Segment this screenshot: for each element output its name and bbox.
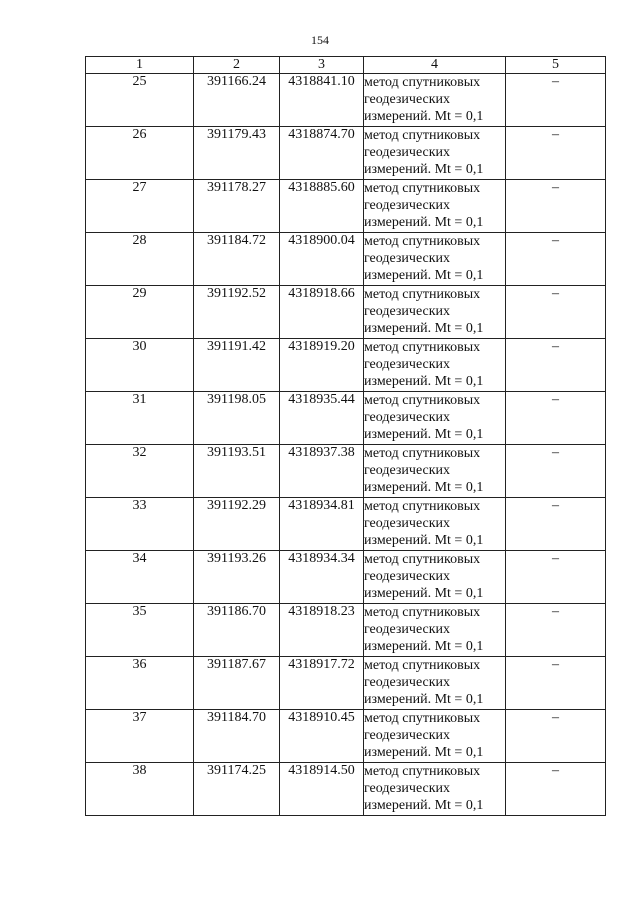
accuracy-cell: – bbox=[506, 286, 606, 339]
x-coordinate-cell: 391166.24 bbox=[194, 74, 280, 127]
method-cell: метод спутниковых геодезических измерений. Mt = 0,1 bbox=[364, 339, 506, 392]
accuracy-cell: – bbox=[506, 74, 606, 127]
x-coordinate-cell: 391174.25 bbox=[194, 763, 280, 816]
accuracy-cell: – bbox=[506, 604, 606, 657]
y-coordinate-cell: 4318937.38 bbox=[280, 445, 364, 498]
method-cell: метод спутниковых геодезических измерений. Mt = 0,1 bbox=[364, 392, 506, 445]
y-coordinate-cell: 4318841.10 bbox=[280, 74, 364, 127]
x-coordinate-cell: 391191.42 bbox=[194, 339, 280, 392]
method-cell: метод спутниковых геодезических измерений. Mt = 0,1 bbox=[364, 551, 506, 604]
x-coordinate-cell: 391184.72 bbox=[194, 233, 280, 286]
point-number-cell: 26 bbox=[86, 127, 194, 180]
method-cell: метод спутниковых геодезических измерений. Mt = 0,1 bbox=[364, 763, 506, 816]
y-coordinate-cell: 4318918.66 bbox=[280, 286, 364, 339]
y-coordinate-cell: 4318910.45 bbox=[280, 710, 364, 763]
table-row bbox=[86, 657, 606, 710]
accuracy-cell: – bbox=[506, 127, 606, 180]
accuracy-cell: – bbox=[506, 180, 606, 233]
accuracy-cell: – bbox=[506, 445, 606, 498]
method-cell: метод спутниковых геодезических измерений. Mt = 0,1 bbox=[364, 657, 506, 710]
method-cell: метод спутниковых геодезических измерений. Mt = 0,1 bbox=[364, 233, 506, 286]
column-header-4: 4 bbox=[364, 57, 506, 74]
x-coordinate-cell: 391184.70 bbox=[194, 710, 280, 763]
table-row bbox=[86, 498, 606, 551]
point-number-cell: 37 bbox=[86, 710, 194, 763]
method-cell: метод спутниковых геодезических измерений. Mt = 0,1 bbox=[364, 604, 506, 657]
y-coordinate-cell: 4318934.34 bbox=[280, 551, 364, 604]
point-number-cell: 33 bbox=[86, 498, 194, 551]
x-coordinate-cell: 391192.52 bbox=[194, 286, 280, 339]
point-number-cell: 35 bbox=[86, 604, 194, 657]
table-row bbox=[86, 180, 606, 233]
table-row bbox=[86, 339, 606, 392]
point-number-cell: 29 bbox=[86, 286, 194, 339]
y-coordinate-cell: 4318914.50 bbox=[280, 763, 364, 816]
x-coordinate-cell: 391186.70 bbox=[194, 604, 280, 657]
column-header-2: 2 bbox=[194, 57, 280, 74]
table-body bbox=[86, 74, 606, 816]
accuracy-cell: – bbox=[506, 233, 606, 286]
column-header-1: 1 bbox=[86, 57, 194, 74]
table-header bbox=[86, 57, 606, 74]
x-coordinate-cell: 391179.43 bbox=[194, 127, 280, 180]
y-coordinate-cell: 4318934.81 bbox=[280, 498, 364, 551]
method-cell: метод спутниковых геодезических измерений. Mt = 0,1 bbox=[364, 74, 506, 127]
x-coordinate-cell: 391187.67 bbox=[194, 657, 280, 710]
header-row bbox=[86, 57, 606, 74]
y-coordinate-cell: 4318935.44 bbox=[280, 392, 364, 445]
table-row bbox=[86, 286, 606, 339]
point-number-cell: 27 bbox=[86, 180, 194, 233]
table-row bbox=[86, 233, 606, 286]
x-coordinate-cell: 391178.27 bbox=[194, 180, 280, 233]
method-cell: метод спутниковых геодезических измерений. Mt = 0,1 bbox=[364, 180, 506, 233]
accuracy-cell: – bbox=[506, 339, 606, 392]
method-cell: метод спутниковых геодезических измерений. Mt = 0,1 bbox=[364, 286, 506, 339]
page-number: 154 bbox=[311, 33, 329, 47]
coordinates-table bbox=[85, 56, 606, 816]
table-row bbox=[86, 127, 606, 180]
point-number-cell: 34 bbox=[86, 551, 194, 604]
table-row bbox=[86, 604, 606, 657]
table-row bbox=[86, 551, 606, 604]
point-number-cell: 30 bbox=[86, 339, 194, 392]
accuracy-cell: – bbox=[506, 710, 606, 763]
table-row bbox=[86, 710, 606, 763]
table-row bbox=[86, 392, 606, 445]
column-header-5: 5 bbox=[506, 57, 606, 74]
x-coordinate-cell: 391193.51 bbox=[194, 445, 280, 498]
table-row bbox=[86, 763, 606, 816]
point-number-cell: 25 bbox=[86, 74, 194, 127]
method-cell: метод спутниковых геодезических измерений. Mt = 0,1 bbox=[364, 710, 506, 763]
method-cell: метод спутниковых геодезических измерений. Mt = 0,1 bbox=[364, 498, 506, 551]
y-coordinate-cell: 4318874.70 bbox=[280, 127, 364, 180]
point-number-cell: 31 bbox=[86, 392, 194, 445]
method-cell: метод спутниковых геодезических измерений. Mt = 0,1 bbox=[364, 445, 506, 498]
column-header-3: 3 bbox=[280, 57, 364, 74]
accuracy-cell: – bbox=[506, 392, 606, 445]
point-number-cell: 38 bbox=[86, 763, 194, 816]
x-coordinate-cell: 391193.26 bbox=[194, 551, 280, 604]
y-coordinate-cell: 4318917.72 bbox=[280, 657, 364, 710]
x-coordinate-cell: 391198.05 bbox=[194, 392, 280, 445]
y-coordinate-cell: 4318918.23 bbox=[280, 604, 364, 657]
y-coordinate-cell: 4318885.60 bbox=[280, 180, 364, 233]
accuracy-cell: – bbox=[506, 657, 606, 710]
accuracy-cell: – bbox=[506, 498, 606, 551]
y-coordinate-cell: 4318900.04 bbox=[280, 233, 364, 286]
x-coordinate-cell: 391192.29 bbox=[194, 498, 280, 551]
y-coordinate-cell: 4318919.20 bbox=[280, 339, 364, 392]
accuracy-cell: – bbox=[506, 763, 606, 816]
table-row bbox=[86, 74, 606, 127]
accuracy-cell: – bbox=[506, 551, 606, 604]
table-row bbox=[86, 445, 606, 498]
point-number-cell: 28 bbox=[86, 233, 194, 286]
point-number-cell: 32 bbox=[86, 445, 194, 498]
point-number-cell: 36 bbox=[86, 657, 194, 710]
method-cell: метод спутниковых геодезических измерений. Mt = 0,1 bbox=[364, 127, 506, 180]
